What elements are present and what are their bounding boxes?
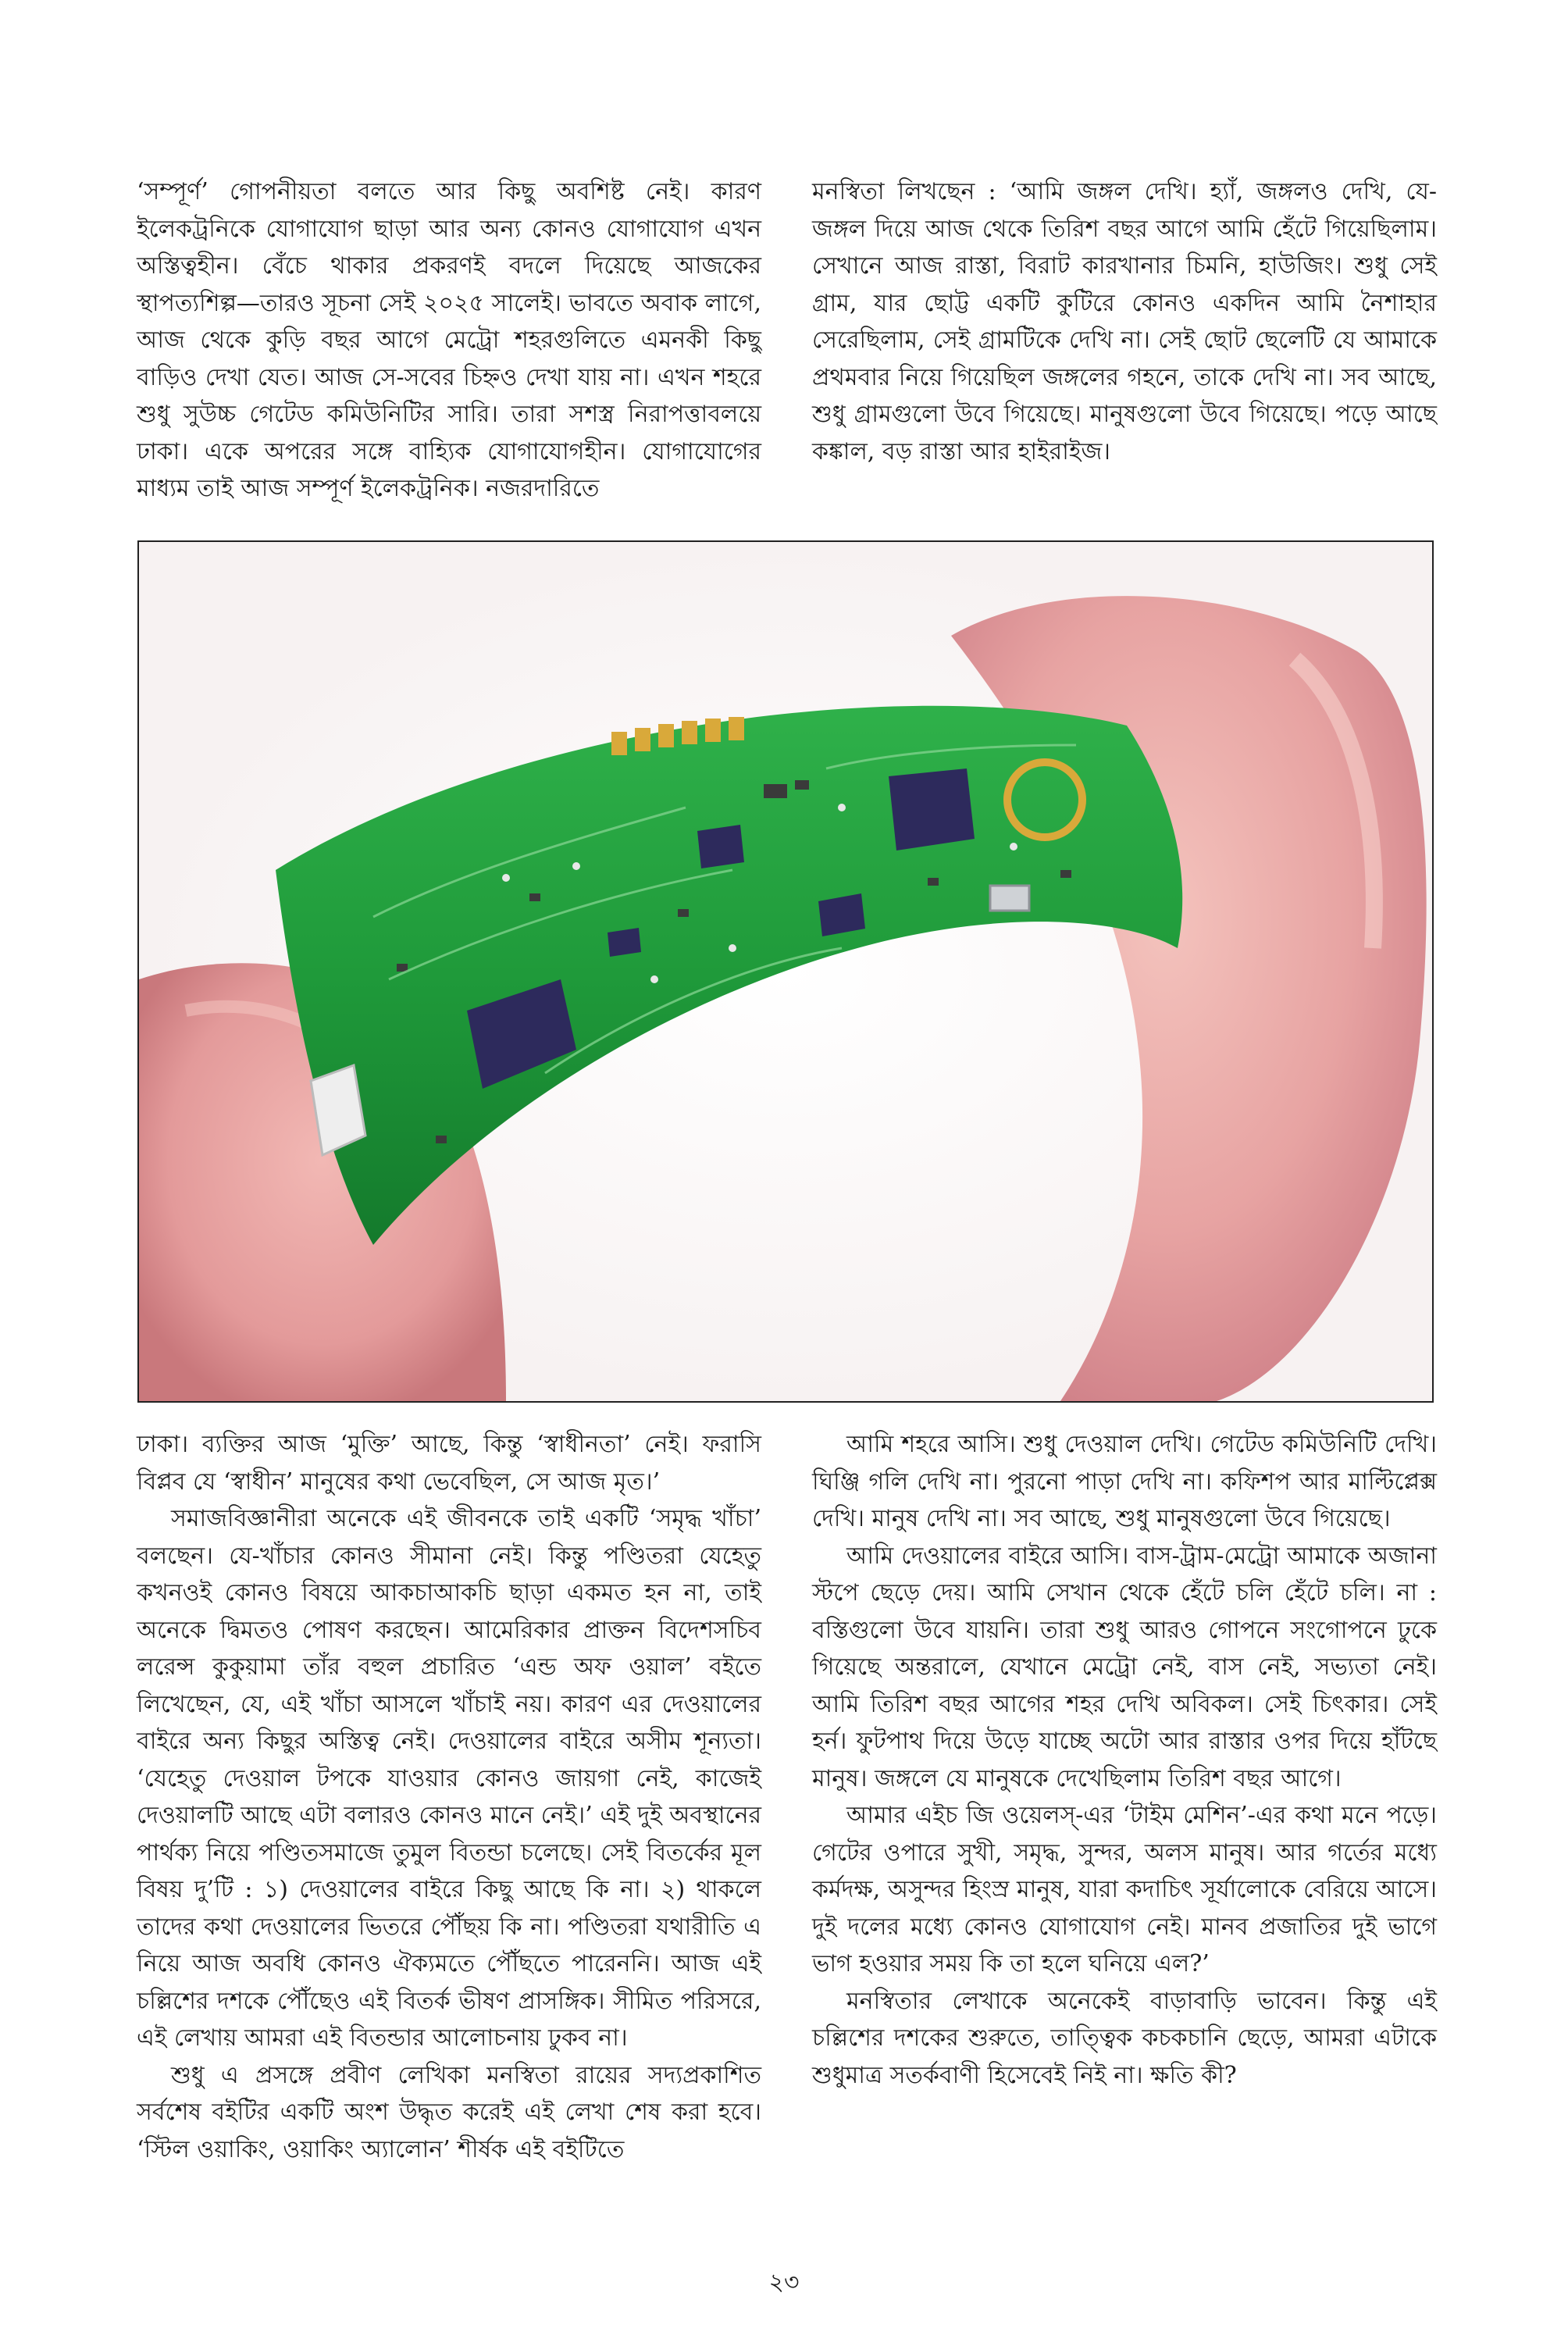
figure-frame [137,540,1434,1403]
paragraph: সমাজবিজ্ঞানীরা অনেকে এই জীবনকে তাই একটি ‘সমৃদ্ধ খাঁচা’ বলছেন। যে-খাঁচার কোনও সীমানা নেই। কিন্তু পণ্ডিতরা যেহেতু কখনওই কোনও বিষয়ে আকচাআকচি ছাড়া একমত হন না, তাই অনেকে দ্বিমতও পোষণ করছেন। আমেরিকার প্রাক্তন বিদেশসচিব লরেন্স কুকুয়ামা তাঁর বহুল প্রচারিত ‘এন্ড অফ ওয়াল’ বইতে লিখেছেন, যে, এই খাঁচা আসলে খাঁচাই নয়। কারণ এর দেওয়ালের বাইরে অন্য কিছুর অস্তিত্ব নেই। দেওয়ালের বাইরে অসীম শূন্যতা। ‘যেহেতু দেওয়াল টপকে যাওয়ার কোনও জায়গা নেই, কাজেই দেওয়ালটি আছে এটা বলারও কোনও মানে নেই।’ এই দুই অবস্থানের পার্থক্য নিয়ে পণ্ডিতসমাজে তুমুল বিতন্ডা চলেছে। সেই বিতর্কের মূল বিষয় দু’টি : ১) দেওয়ালের বাইরে কিছু আছে কি না। ২) থাকলে তাদের কথা দেওয়ালের ভিতরে পৌঁছয় কি না। পণ্ডিতরা যথারীতি এ নিয়ে আজ অবধি কোনও ঐক্যমতে পৌঁছতে পারেননি। আজ এই চল্লিশের দশকে পৌঁছেও এই বিতর্ক ভীষণ প্রাসঙ্গিক। সীমিত পরিসরে, এই লেখায় আমরা এই বিতন্ডার আলোচনায় ঢুকব না। [137,1505,761,2052]
article-column-top-left [137,173,761,508]
paragraph: আমি শহরে আসি। শুধু দেওয়াল দেখি। গেটেড কমিউনিটি দেখি। ঘিঞ্জি গলি দেখি না। পুরনো পাড়া দেখি না। কফিশপ আর মাল্টিপ্লেক্স দেখি। মানুষ দেখি না। সব আছে, শুধু মানুষগুলো উবে গিয়েছে। [812,1431,1437,1532]
paragraph: ‘সম্পূর্ণ’ গোপনীয়তা বলতে আর কিছু অবশিষ্ট নেই। কারণ ইলেকট্রনিকে যোগাযোগ ছাড়া আর অন্য কোনও যোগাযোগ এখন অস্তিত্বহীন। বেঁচে থাকার প্রকরণই বদলে দিয়েছে আজকের স্থাপত্যশিল্প—তারও সূচনা সেই ২০২৫ সালেই। ভাবতে অবাক লাগে, আজ থেকে কুড়ি বছর আগে মেট্রো শহরগুলিতে এমনকী কিছু বাড়িও দেখা যেত। আজ সে-সবের চিহ্নও দেখা যায় না। এখন শহরে শুধু সুউচ্চ গেটেড কমিউনিটির সারি। তারা সশস্ত্র নিরাপত্তাবলয়ে ঢাকা। একে অপরের সঙ্গে বাহ্যিক যোগাযোগহীন। যোগাযোগের মাধ্যম তাই আজ সম্পূর্ণ ইলেকট্রনিক। নজরদারিতে [137,178,761,502]
page-number: ২৩ [768,2269,800,2296]
article-column-bottom-right [812,1426,1437,2094]
paragraph: মনস্বিতা লিখছেন : ‘আমি জঙ্গল দেখি। হ্যাঁ, জঙ্গলও দেখি, যে-জঙ্গল দিয়ে আজ থেকে তিরিশ বছর আগে আমি হেঁটে গিয়েছিলাম। সেখানে আজ রাস্তা, বিরাট কারখানার চিমনি, হাউজিং। শুধু সেই গ্রাম, যার ছোট্ট একটি কুটিরে কোনও একদিন আমি নৈশাহার সেরেছিলাম, সেই গ্রামটিকে দেখি না। সেই ছোট ছেলেটি যে আমাকে প্রথমবার নিয়ে গিয়েছিল জঙ্গলের গহনে, তাকে দেখি না। সব আছে, শুধু গ্রামগুলো উবে গিয়েছে। মানুষগুলো উবে গিয়েছে। পড়ে আছে কঙ্কাল, বড় রাস্তা আর হাইরাইজ। [812,178,1437,465]
paragraph: মনস্বিতার লেখাকে অনেকেই বাড়াবাড়ি ভাবেন। কিন্তু এই চল্লিশের দশকের শুরুতে, তাত্ত্বিক কচকচানি ছেড়ে, আমরা এটাকে শুধুমাত্র সতর্কবাণী হিসেবেই নিই না। ক্ষতি কী? [812,1987,1437,2089]
circuit-board-image [139,542,1432,1401]
article-column-top-right [812,173,1437,470]
paragraph: আমি দেওয়ালের বাইরে আসি। বাস-ট্রাম-মেট্রো আমাকে অজানা স্টপে ছেড়ে দেয়। আমি সেখান থেকে হেঁটে চলি হেঁটে চলি। না : বস্তিগুলো উবে যায়নি। তারা শুধু আরও গোপনে সংগোপনে ঢুকে গিয়েছে অন্তরালে, যেখানে মেট্রো নেই, বাস নেই, সভ্যতা নেই। আমি তিরিশ বছর আগের শহর দেখি অবিকল। সেই চিৎকার। সেই হর্ন। ফুটপাথ দিয়ে উড়ে যাচ্ছে অটো আর রাস্তার ওপর দিয়ে হাঁটছে মানুষ। জঙ্গলে যে মানুষকে দেখেছিলাম তিরিশ বছর আগে। [812,1542,1437,1792]
paragraph: আমার এইচ জি ওয়েলস্-এর ‘টাইম মেশিন’-এর কথা মনে পড়ে। গেটের ওপারে সুখী, সমৃদ্ধ, সুন্দর, অলস মানুষ। আর গর্তের মধ্যে কর্মদক্ষ, অসুন্দর হিংস্র মানুষ, যারা কদাচিৎ সূর্যালোকে বেরিয়ে আসে। দুই দলের মধ্যে কোনও যোগাযোগ নেই। মানব প্রজাতির দুই ভাগে ভাগ হওয়ার সময় কি তা হলে ঘনিয়ে এল?’ [812,1802,1437,1977]
paragraph: ঢাকা। ব্যক্তির আজ ‘মুক্তি’ আছে, কিন্তু ‘স্বাধীনতা’ নেই। ফরাসি বিপ্লব যে ‘স্বাধীন’ মানুষের কথা ভেবেছিল, সে আজ মৃত।’ [137,1431,761,1496]
paragraph: শুধু এ প্রসঙ্গে প্রবীণ লেখিকা মনস্বিতা রায়ের সদ্যপ্রকাশিত সর্বশেষ বইটির একটি অংশ উদ্ধৃত করেই এই লেখা শেষ করা হবে। ‘স্টিল ওয়াকিং, ওয়াকিং অ্যালোন’ শীর্ষক এই বইটিতে [137,2061,761,2163]
article-column-bottom-left [137,1426,761,2168]
